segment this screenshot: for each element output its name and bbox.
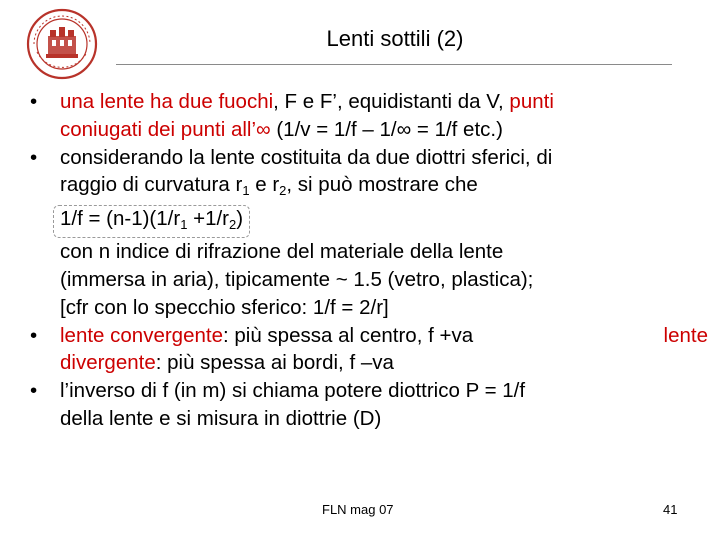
bullet-dot: •: [30, 145, 38, 169]
subscript: 2: [279, 183, 287, 199]
bullet-convergente: [28, 322, 708, 378]
bullet-dot: •: [30, 379, 38, 403]
text: = 1/f etc.): [411, 117, 503, 141]
university-seal-icon: [26, 8, 98, 80]
text-red: coniugati dei punti all’: [60, 117, 257, 141]
text: con n indice di rifrazione del materiale della lente: [60, 240, 504, 264]
text: l’inverso di f (in m) si chiama potere diottrico P = 1/f: [60, 379, 526, 403]
slide-body: [28, 88, 708, 433]
bullet-dot: •: [30, 90, 38, 113]
text-red: punti: [509, 90, 554, 113]
bullet-potere-diottrico: [28, 377, 708, 433]
text-red: una lente ha due fuochi: [60, 90, 274, 113]
text: considerando la lente costituita da due diottri sferici, di: [60, 145, 553, 169]
text: della lente e si misura in diottrie (D): [60, 406, 382, 430]
text: raggio di curvatura r: [60, 173, 243, 197]
text-red: lente convergente: [60, 323, 223, 347]
bullet-dot: •: [30, 323, 38, 347]
text: [cfr con lo specchio sferico: 1/f = 2/r]: [60, 295, 389, 319]
slide-title: Lenti sottili (2): [326, 26, 464, 51]
lensmaker-formula: $1/f = (n-1)(1/r_1 +1/r_2)$: [53, 205, 250, 238]
page-number: 41: [663, 502, 678, 517]
footer-label: FLN mag 07: [322, 502, 394, 517]
text-red: lente: [663, 323, 708, 347]
text: (immersa in aria), tipicamente ~ 1.5 (vetro, plastica);: [60, 267, 534, 291]
bullet-diottri: [28, 144, 708, 322]
infinity-symbol: ∞: [256, 117, 271, 141]
text: (1/v = 1/f – 1/: [270, 117, 397, 141]
text: : più spessa al centro, f +va: [222, 323, 474, 347]
infinity-symbol: ∞: [396, 117, 412, 141]
bullet-fuochi: [28, 88, 708, 144]
text: e r: [249, 173, 280, 197]
text: , si può mostrare che: [286, 173, 478, 197]
text: , F e F’, equidistanti da V,: [273, 90, 510, 113]
text-red: divergente: [60, 351, 156, 375]
title-divider: [116, 64, 672, 65]
subscript: 1: [242, 183, 250, 199]
text: : più spessa ai bordi, f –va: [155, 351, 394, 375]
